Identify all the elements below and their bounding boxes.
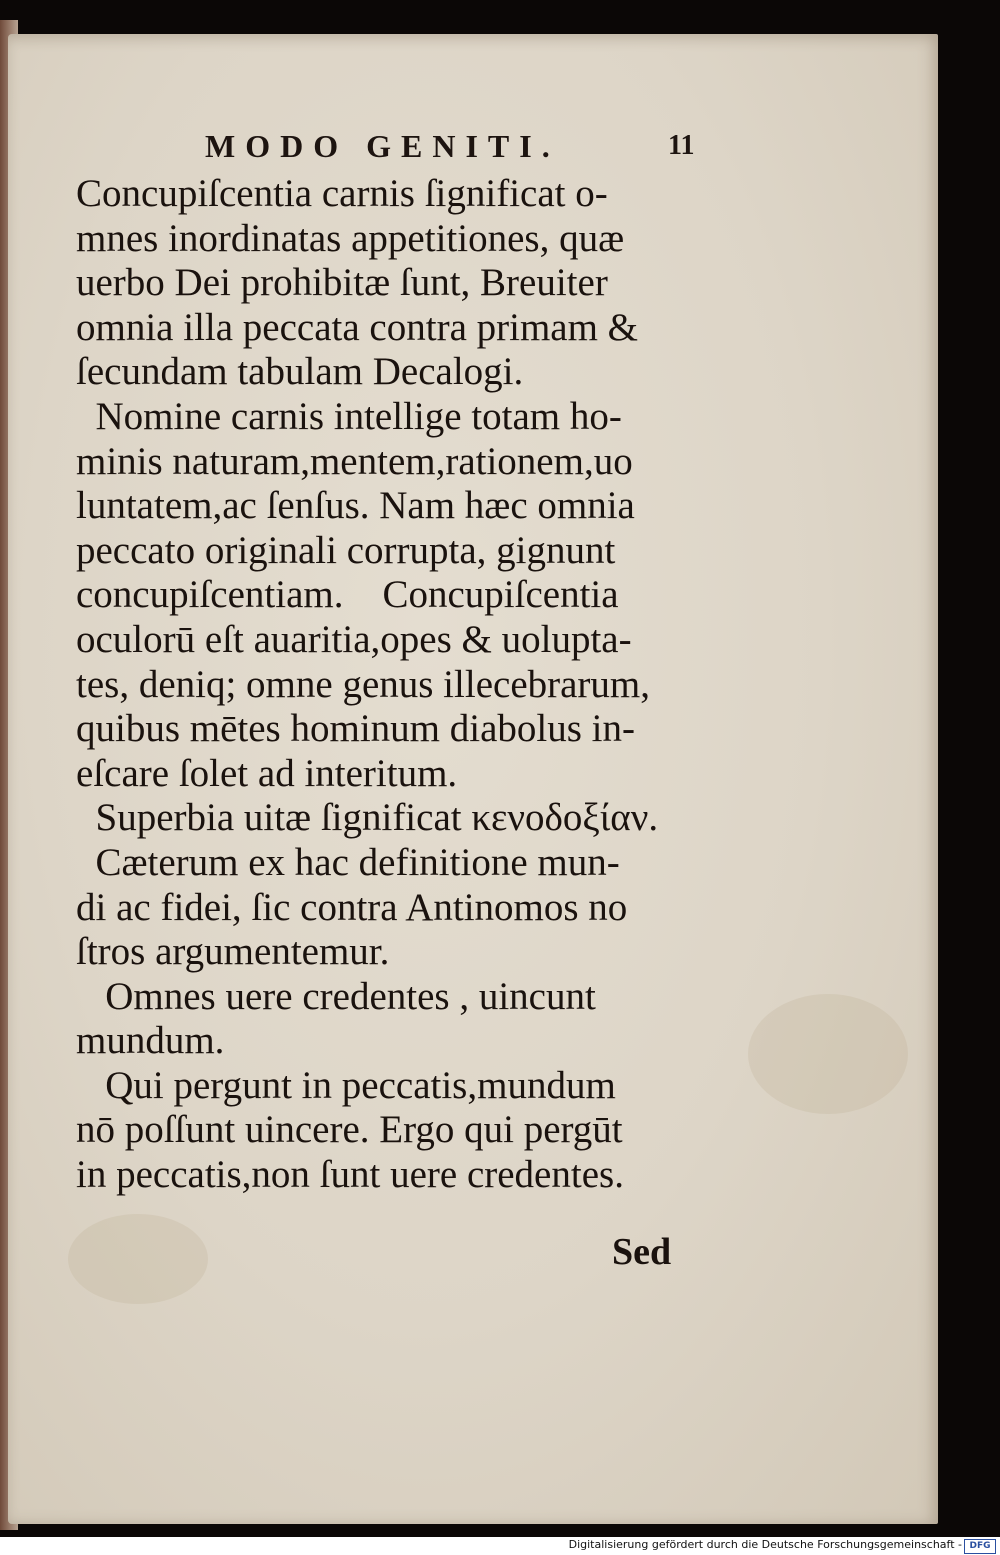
text-line: quibus mētes hominum diabolus in- — [76, 707, 635, 751]
text-line: Omnes uere credentes , uincunt — [76, 974, 596, 1018]
text-line: concupiſcentiam. Concupiſcentia — [76, 573, 619, 617]
text-line: ſecundam tabulam Decalogi. — [76, 350, 524, 394]
page-number: 11 — [668, 130, 695, 161]
page-header — [205, 128, 705, 172]
text-line: tes, deniq; omne genus illecebrarum, — [76, 662, 650, 706]
text-line: in peccatis,non ſunt uere credentes. — [76, 1153, 624, 1197]
dfg-logo: DFG — [964, 1539, 996, 1554]
text-line: uerbo Dei prohibitæ ſunt, Breuiter — [76, 261, 608, 305]
footer-bar — [0, 1537, 1000, 1555]
text-line: minis naturam,mentem,rationem,uo — [76, 439, 633, 483]
text-line: peccato originali corrupta, gignunt — [76, 528, 616, 572]
text-line: Concupiſcentia carnis ſignificat o- — [76, 172, 608, 215]
text-line: luntatem,ac ſenſus. Nam hæc omnia — [76, 484, 635, 528]
text-line: nō poſſunt uincere. Ergo qui pergūt — [76, 1108, 623, 1152]
text-line: ſtros argumentemur. — [76, 930, 390, 974]
paper-stain — [68, 1214, 208, 1304]
text-line: eſcare ſolet ad interitum. — [76, 751, 458, 795]
text-line: omnia illa peccata contra primam & — [76, 305, 639, 349]
paper-stain — [748, 994, 908, 1114]
body-text — [76, 172, 706, 1198]
text-line: mnes inordinatas appetitiones, quæ — [76, 216, 625, 260]
text-line: mundum. — [76, 1019, 225, 1063]
text-line: oculorū eſt auaritia,opes & uolupta- — [76, 617, 632, 661]
running-head: MODO GENITI. — [205, 128, 560, 164]
catchword: Sed — [612, 1231, 672, 1273]
footer-credit: Digitalisierung gefördert durch die Deutsche Forschungsgemeinschaft - — [568, 1538, 962, 1551]
text-line: Cæterum ex hac definitione mun- — [76, 840, 620, 884]
text-line: di ac fidei, ſic contra Antinomos no — [76, 885, 628, 929]
text-line: Nomine carnis intellige totam ho- — [76, 394, 622, 438]
text-line: Superbia uitæ ſignificat κενοδοξίαν. — [76, 796, 659, 840]
text-line: Qui pergunt in peccatis,mundum — [76, 1063, 616, 1107]
